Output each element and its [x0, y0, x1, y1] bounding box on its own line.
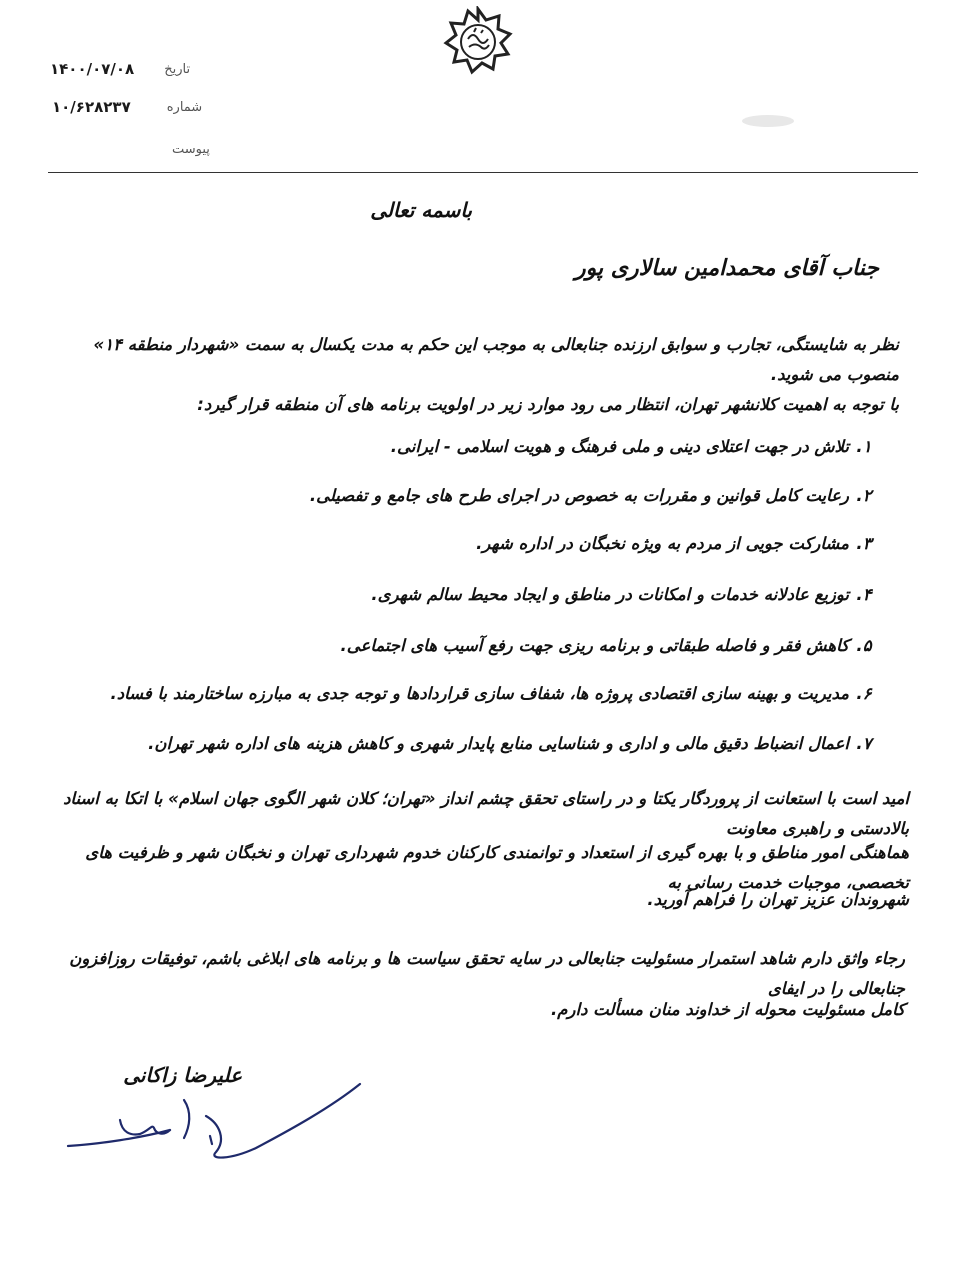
header-divider [48, 172, 918, 173]
closing-line-3: شهروندان عزیز تهران را فراهم آورید. [647, 890, 909, 909]
date-row [50, 60, 190, 78]
intro-line-1: نظر به شایستگی، تجارب و سوابق ارزنده جنابعالی به موجب این حکم به مدت یکسال به سمت «شهردار منطقه ۱۴» منصوب می شوید. [93, 335, 899, 384]
list-item-3 [476, 534, 879, 553]
list-item-6 [111, 684, 879, 703]
attachment-row [172, 142, 210, 157]
list-item-5 [340, 636, 879, 655]
list-item-2 [310, 486, 879, 505]
list-item-number: ۷. [856, 734, 872, 753]
number-value: ۱۰/۶۲۸۲۳۷ [52, 98, 131, 116]
invocation: باسمه تعالی [370, 198, 472, 222]
closing-line-1: امید است با استعانت از پروردگار یکتا و در راستای تحقق چشم انداز «تهران؛ کلان شهر الگوی جهان اسلام» با اتکا به اسناد بالادستی و راهبری معاونت [63, 789, 909, 838]
attachment-label: پیوست [172, 142, 210, 157]
number-row [52, 98, 202, 116]
handwritten-signature [60, 1080, 370, 1160]
date-label: تاریخ [164, 61, 191, 77]
list-item-number: ۶. [856, 684, 872, 703]
list-item-text: اعمال انضباط دقیق مالی و اداری و شناسایی منابع پایدار شهری و کاهش هزینه های اداره شهر تهران. [148, 734, 849, 753]
addressee: جناب آقای محمدامین سالاری پور [574, 256, 879, 281]
list-item-text: رعایت کامل قوانین و مقررات به خصوص در اجرای طرح های جامع و تفصیلی. [309, 486, 849, 505]
list-item-text: کاهش فقر و فاصله طبقاتی و برنامه ریزی جهت رفع آسیب های اجتماعی. [340, 636, 849, 655]
list-item-7 [148, 734, 879, 753]
intro-line-2: با توجه به اهمیت کلانشهر تهران، انتظار می رود موارد زیر در اولویت برنامه های آن منطقه قرار گیرد: [197, 395, 899, 414]
list-item-text: مشارکت جویی از مردم به ویژه نخبگان در اداره شهر. [476, 534, 849, 553]
number-label: شماره [166, 99, 203, 115]
stamp-smudge [738, 112, 798, 130]
list-item-text: توزیع عادلانه خدمات و امکانات در مناطق و ایجاد محیط سالم شهری. [371, 585, 849, 604]
list-item-number: ۳. [856, 534, 872, 553]
list-item-number: ۴. [856, 585, 872, 604]
list-item-1 [391, 437, 879, 456]
list-item-number: ۲. [856, 486, 872, 505]
tehran-municipality-logo [432, 6, 524, 78]
closing-line-2: هماهنگی امور مناطق و با بهره گیری از استعداد و توانمندی کارکنان خدوم شهرداری تهران و نخبگان شهر و ظرفیت های تخصصی، موجبات خدمت رسانی به [85, 843, 909, 892]
date-value: ۱۴۰۰/۰۷/۰۸ [50, 60, 135, 78]
list-item-number: ۵. [856, 636, 872, 655]
signer-name: علیرضا زاکانی [123, 1063, 242, 1087]
list-item-text: تلاش در جهت اعتلای دینی و ملی فرهنگ و هویت اسلامی - ایرانی. [390, 437, 849, 456]
list-item-number: ۱. [856, 437, 872, 456]
list-item-4 [371, 585, 879, 604]
final-line-1: رجاء واثق دارم شاهد استمرار مسئولیت جنابعالی در سایه تحقق سیاست ها و برنامه های ابلاغی باشم، توفیقات روزافزون جنابعالی را در ایفای [69, 949, 905, 998]
list-item-text: مدیریت و بهینه سازی اقتصادی پروژه ها، شفاف سازی قراردادها و توجه جدی به مبارزه ساختارمند با فساد. [110, 684, 849, 703]
final-line-2: کامل مسئولیت محوله از خداوند منان مسألت دارم. [551, 1000, 905, 1019]
